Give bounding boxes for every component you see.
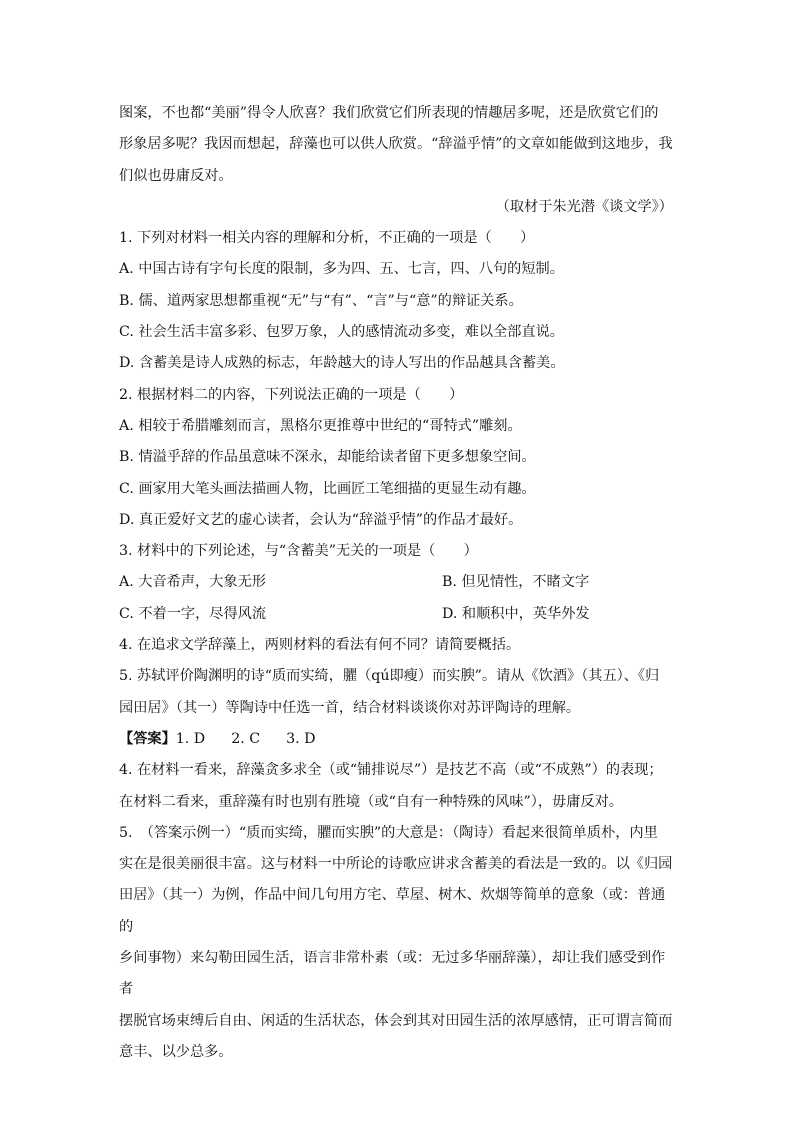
question-5-line-1: 5. 苏轼评价陶渊明的诗“质而实绮，臞（qú即瘦）而实腴”。请从《饮酒》（其五）、《归 (119, 668, 660, 685)
question-1-stem: 1. 下列对材料一相关内容的理解和分析，不正确的一项是（ ） (119, 230, 535, 247)
answer-4-line-2: 在材料二看来，重辞藻有时也别有胜境（或“自有一种特殊的风味”），毋庸反对。 (119, 793, 623, 810)
answer-5-line-6: 意丰、以少总多。 (119, 1043, 233, 1060)
answer-label: 【答案】 (119, 730, 176, 747)
answer-line (119, 724, 675, 755)
document-body (119, 98, 675, 1068)
question-2-stem: 2. 根据材料二的内容，下列说法正确的一项是（ ） (119, 386, 464, 403)
answer-item-1: 1. D (175, 730, 206, 747)
answer-item-3: 3. D (286, 730, 316, 747)
question-2-option-d: D. 真正爱好文艺的虚心读者，会认为“辞溢乎情”的作品才最好。 (119, 511, 523, 528)
source-citation: （取材于朱光潜《谈文学》） (495, 198, 673, 215)
intro-line-2: 形象居多呢？我因而想起，辞藻也可以供人欣赏。“辞溢乎情”的文章如能做到这地步，我 (119, 136, 673, 153)
question-1-option-d: D. 含蓄美是诗人成熟的标志，年龄越大的诗人写出的作品越具含蓄美。 (119, 355, 565, 372)
question-3-options-row-1 (119, 567, 675, 598)
answer-5-line-5: 摆脱官场束缚后自由、闲适的生活状态，体会到其对田园生活的浓厚感情，正可谓言简而 (119, 1012, 673, 1029)
question-5-line-2: 园田居》（其一）等陶诗中任选一首，结合材料谈谈你对苏评陶诗的理解。 (119, 699, 581, 716)
answer-5-line-3: 田居》（其一）为例，作品中间几句用方宅、草屋、树木、炊烟等简单的意象（或：普通的 (119, 887, 666, 935)
question-1-option-a: A. 中国古诗有字句长度的限制，多为四、五、七言，四、八句的短制。 (119, 261, 564, 278)
question-2-option-a: A. 相较于希腊雕刻而言，黑格尔更推尊中世纪的“哥特式”雕刻。 (119, 417, 522, 434)
question-3-stem: 3. 材料中的下列论述，与“含蓄美”无关的一项是（ ） (119, 543, 478, 560)
question-3-option-d: D. 和顺积中，英华外发 (442, 605, 590, 622)
question-3-option-a: A. 大音希声，大象无形 (119, 574, 266, 591)
question-4: 4. 在追求文学辞藻上，两则材料的看法有何不同？请简要概括。 (119, 637, 521, 654)
question-2-option-b: B. 情溢乎辞的作品虽意味不深永，却能给读者留下更多想象空间。 (119, 449, 536, 466)
question-3-options-row-2 (119, 599, 675, 630)
question-3-option-c: C. 不着一字，尽得风流 (119, 605, 267, 622)
question-1-option-c: C. 社会生活丰富多彩、包罗万象，人的感情流动多变，难以全部直说。 (119, 324, 564, 341)
answer-4-line-1: 4. 在材料一看来，辞藻贪多求全（或“铺排说尽”）是技艺不高（或“不成熟”）的表现； (119, 762, 663, 779)
intro-line-3: 们似也毋庸反对。 (119, 167, 233, 184)
answer-5-line-2: 实在是很美丽很丰富。这与材料一中所论的诗歌应讲求含蓄美的看法是一致的。以《归园 (119, 856, 673, 873)
question-1-option-b: B. 儒、道两家思想都重视“无”与“有”、“言”与“意”的辩证关系。 (119, 292, 523, 309)
answer-item-2: 2. C (231, 730, 261, 747)
answer-5-line-4: 乡间事物）来勾勒田园生活，语言非常朴素（或：无过多华丽辞藻），却让我们感受到作者 (119, 950, 666, 998)
answer-5-line-1: 5. （答案示例一）“质而实绮，臞而实腴”的大意是：（陶诗）看起来很简单质朴，内里 (119, 824, 658, 841)
intro-line-1: 图案，不也都“美丽”得令人欣喜？我们欣赏它们所表现的情趣居多呢，还是欣赏它们的 (119, 105, 659, 121)
question-2-option-c: C. 画家用大笔头画法描画人物，比画匠工笔细描的更显生动有趣。 (119, 480, 536, 497)
question-3-option-b: B. 但见情性，不睹文字 (442, 574, 590, 591)
